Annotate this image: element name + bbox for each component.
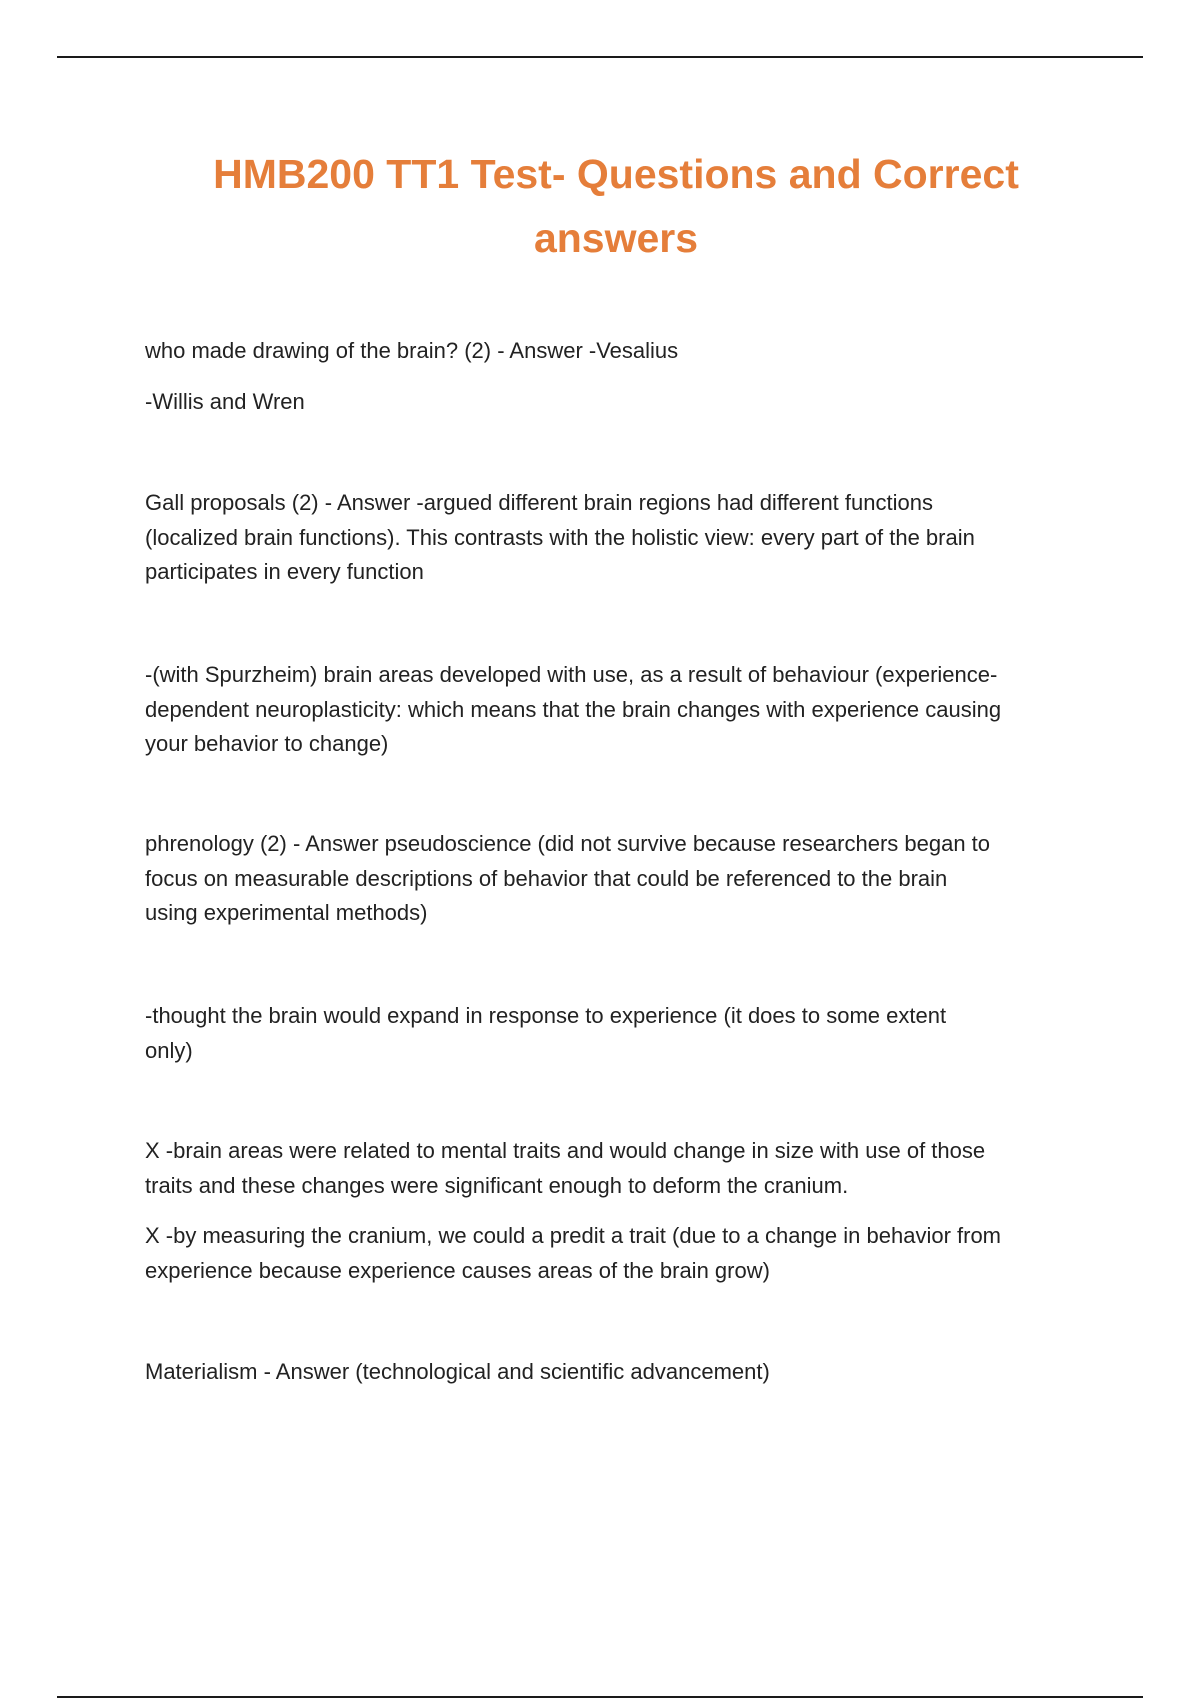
text-line: Gall proposals (2) - Answer -argued different brain regions had different functions <box>145 490 933 515</box>
title-line: answers <box>533 215 699 261</box>
title-line: HMB200 TT1 Test- Questions and Correct <box>213 151 1019 197</box>
paragraph-willis-wren <box>145 385 1100 420</box>
paragraph-materialism <box>145 1355 1100 1390</box>
text-line: dependent neuroplasticity: which means that the brain changes with experience causing <box>145 696 1002 722</box>
text-line: X -by measuring the cranium, we could a predit a trait (due to a change in behavior from <box>145 1223 1002 1248</box>
document-title <box>0 142 1200 270</box>
text-line: using experimental methods) <box>145 900 428 925</box>
paragraph-cranium-measure <box>145 1219 1100 1288</box>
paragraph-gall-proposals <box>145 486 1100 590</box>
text-line: focus on measurable descriptions of behavior that could be referenced to the brain <box>145 865 948 891</box>
text-line: your behavior to change) <box>145 731 389 756</box>
text-line: X -brain areas were related to mental traits and would change in size with use of those <box>145 1138 986 1163</box>
paragraph-drawing-question <box>145 334 1100 369</box>
paragraph-brain-expand <box>145 999 1100 1068</box>
text-line: participates in every function <box>145 559 424 584</box>
paragraph-mental-traits <box>145 1134 1100 1203</box>
paragraph-phrenology <box>145 827 1100 931</box>
text-line: (localized brain functions). This contrasts with the holistic view: every part of the brain <box>145 524 975 550</box>
text-line: only) <box>145 1037 193 1063</box>
text-line: experience because experience causes areas of the brain grow) <box>145 1257 770 1283</box>
paragraph-spurzheim <box>145 658 1100 762</box>
text-line: traits and these changes were significant enough to deform the cranium. <box>145 1172 849 1198</box>
text-line: who made drawing of the brain? (2) - Answer -Vesalius <box>145 338 679 363</box>
footer-rule <box>57 1696 1143 1698</box>
text-line: phrenology (2) - Answer pseudoscience (did not survive because researchers began to <box>145 831 991 856</box>
text-line: -thought the brain would expand in response to experience (it does to some extent <box>145 1003 947 1028</box>
header-rule <box>57 56 1143 58</box>
text-line: -Willis and Wren <box>145 389 305 414</box>
text-line: Materialism - Answer (technological and scientific advancement) <box>145 1359 770 1384</box>
text-line: -(with Spurzheim) brain areas developed with use, as a result of behaviour (experience- <box>145 662 998 687</box>
